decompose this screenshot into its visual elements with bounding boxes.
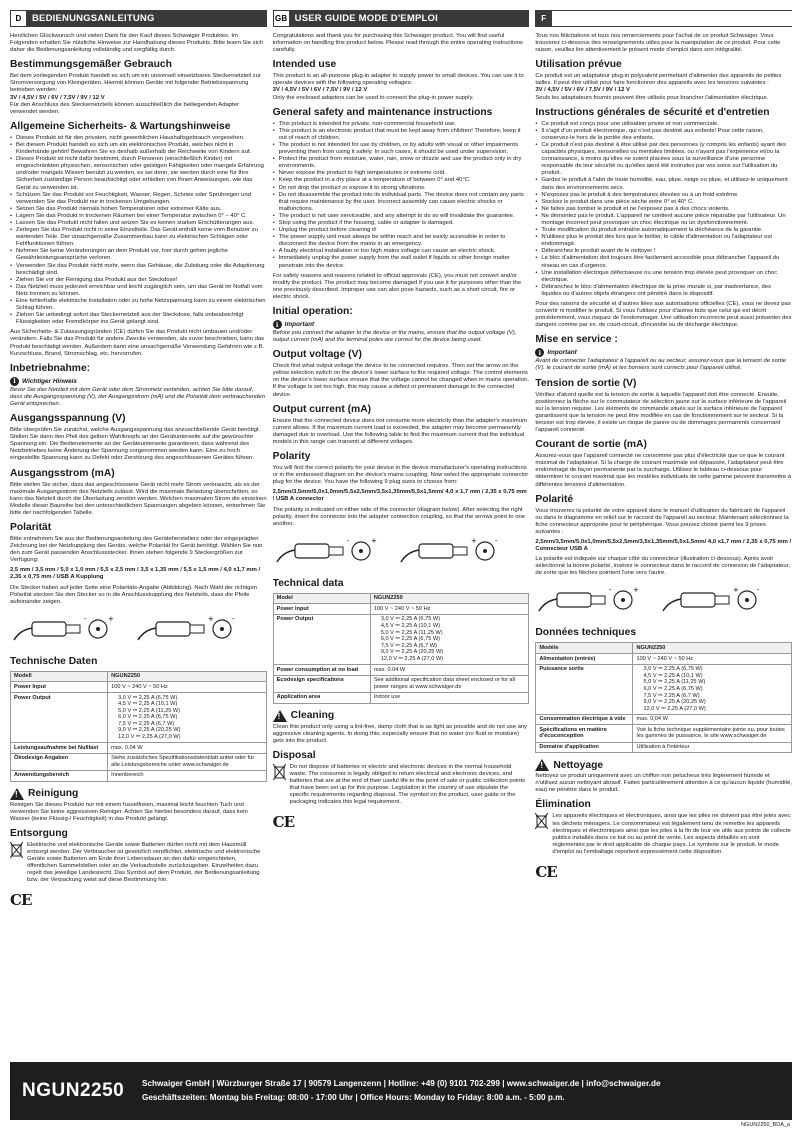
svg-text:-: - bbox=[232, 614, 235, 623]
safety-item: • Débranchez le bloc d'alimentation électrique de la prise murale si, par inadvertance, des liquides ou d'autres objets étrangers ont pénétré dans le dispositif. bbox=[535, 284, 792, 298]
output-line: 7,5 V ⎓ 2,25 A (6,7 W) bbox=[118, 720, 175, 727]
tech-label: Power Input bbox=[273, 604, 370, 615]
polarity-text-fr: Vous trouverez la polarité de votre appareil dans le manuel d'utilisation du fabricant de l'appareil ou dans le diagramme en relief sur le raccord de l'appareil au secteur. Maintenant sélectionnez la fiche connecteur appropriée pour le périphérique. Vous pouvez choisir parmi les 9 prises suivantes : bbox=[535, 507, 789, 535]
ce-mark-icon: CE bbox=[272, 813, 295, 832]
language-badge-fr: F bbox=[535, 10, 552, 27]
heading-dispose-de: Entsorgung bbox=[10, 827, 68, 839]
tech-label: Ökodesign Angaben bbox=[11, 753, 108, 770]
use-p1-de: Bei dem vorliegenden Produkt handelt es sich um ein universell einsetzbares Steckernetzteil zur Stromversorgung von Kleingeräten. Hiermit können Geräte mit folgender Betriebsspannung betrieben werden: bbox=[10, 73, 261, 94]
safety-item: • The power supply unit must always be within reach and be easily accessible in order to disconnect the device from the mains in an emergency. bbox=[273, 234, 530, 248]
output-line: 3,0 V ⎓ 2,25 A (6,75 W) bbox=[643, 666, 703, 673]
tech-row bbox=[273, 593, 529, 604]
safety-item: • Setzen Sie das Produkt niemals hohen Temperaturen oder extremer Kälte aus. bbox=[10, 206, 267, 213]
use-volts-fr: 3V / 4,5V / 5V / 6V / 7,5V / 9V / 12 V bbox=[535, 87, 630, 94]
column-gb bbox=[273, 10, 530, 1043]
svg-text:+: + bbox=[108, 614, 114, 623]
safety-item: • Ziehen Sie vor der Reinigung das Produkt aus der Steckdose! bbox=[10, 277, 267, 284]
output-line: 5,0 V ⎓ 2,25 A (11,25 W) bbox=[118, 707, 181, 714]
use-text-fr bbox=[535, 73, 792, 101]
tech-row bbox=[536, 725, 792, 742]
safety-item: • Lagern Sie das Produkt in trockenen Räumen bei einer Temperatur zwischen 0° – 40° C. bbox=[10, 213, 267, 220]
safety-item: • Eine fehlerhafte elektrische Installation oder zu hohe Netzspannung kann zu einem elektrischen Schlag führen. bbox=[10, 298, 267, 312]
tech-label: Application area bbox=[273, 692, 370, 703]
tech-label: Model bbox=[273, 593, 370, 604]
heading-clean-gb bbox=[273, 710, 530, 722]
tech-value: See additional specification data sheet enclosed or for all power ranges at www.schwaiger.de bbox=[370, 675, 529, 692]
safety-item: • Dieses Produkt ist nicht dafür bestimmt, durch Personen (einschließlich Kinder) mit eingeschränkten physischen, sensorischen oder geistigen Fähigkeiten oder mangels Erfahrung und/oder mangels Wissen benutzt zu werden, es sei denn, sie werden durch eine für Ihre Sicherheit zuständige Person beaufsichtigt oder erhielten von Ihnen Anweisungen, wie das Gerät zu verwenden ist. bbox=[10, 156, 267, 191]
output-line: 5,0 V ⎓ 2,25 A (11,25 W) bbox=[643, 679, 706, 686]
ce-mark-icon: CE bbox=[535, 863, 557, 881]
tech-row bbox=[11, 753, 267, 770]
svg-text:+: + bbox=[370, 536, 377, 545]
tech-row bbox=[273, 614, 529, 664]
safety-item: • Débranchez le produit avant de le nettoyer ! bbox=[535, 248, 792, 255]
heading-tech-de: Technische Daten bbox=[10, 655, 98, 667]
tech-value bbox=[108, 693, 267, 743]
safety-item: • Unplug the product before cleaning it! bbox=[273, 227, 530, 234]
tech-value bbox=[370, 614, 529, 664]
use-p1-fr: Ce produit est un adaptateur plug-in polyvalent permettant d'alimenter des appareils de petites tailles. Il peut être utilisé pour faire fonctionner des appareils avec les tensions suivantes : bbox=[535, 73, 782, 87]
use-text-gb bbox=[273, 73, 530, 101]
tech-row bbox=[11, 743, 267, 754]
heading-voltage-gb: Output voltage (V) bbox=[272, 349, 362, 361]
output-line: 12,0 V ⎓ 2,25 A (27,0 W) bbox=[118, 734, 181, 741]
tech-label: Power consumption at no load bbox=[273, 665, 370, 676]
output-line: 7,5 V ⎓ 2,25 A (6,7 W) bbox=[380, 642, 437, 649]
tech-value bbox=[633, 664, 792, 714]
safety-item: • The product is not user serviceable, and any attempt to do so will invalidate the guarantee. bbox=[273, 213, 530, 220]
voltage-text-de: Bitte überprüfen Sie zunächst, welche Ausgangsspannung das anzuschließende Gerät benötigt. Stellen Sie dann den Pfeil des gelben Wahlknopfs an der Gerätunterseite auf die gewünschte Spannung ein. Die Bedienelemente an der Geräteunterseite garantieren, dass während des Netzbetriebes keine Änderung der Spannung vorgenommen werden kann. Eine zu hoch eingestellte Spannung kann zu Defekt oder Zerstörung des angeschlossenen Gerätes führen. bbox=[10, 427, 261, 462]
tech-row bbox=[536, 664, 792, 714]
safety-list-gb bbox=[273, 121, 530, 270]
tech-table-gb bbox=[273, 593, 530, 704]
heading-clean-text-fr: Nettoyage bbox=[553, 759, 604, 771]
safety-list-fr bbox=[535, 121, 792, 298]
tech-row bbox=[536, 714, 792, 725]
safety-note-de: Aus Sicherheits- & Zulassungsgründen (CE) dürfen Sie das Produkt nicht umbauen und/oder verändern. Falls Sie das Produkt für andere Zwecke verwenden, als zuvor beschrieben, kann das Produkt beschädigt werden. Außerdem kann eine unsachgemäße Verwendung Gefahren wie z.B. Kurzschluss, Brand, Stromschlag, etc. hervorrufen. bbox=[10, 329, 265, 357]
polarity-text2-gb: The polarity is indicated on either side of the connector (diagram below). After selecting the right polarity, insert the connector into the adapter connection coupling, so that the arrows point to one another. bbox=[272, 506, 526, 527]
polarity-text-gb: You will find the correct polarity for your device in the device manufacturer's operating instructions or in the embossed diagram on the device's mains coupling. Now select the appropriate connector plug for the device. You have the following 9 plug sizes to choose from: bbox=[272, 465, 529, 486]
heading-voltage-de: Ausgangsspannung (V) bbox=[10, 413, 126, 425]
safety-item: • Do not drop the product or expose it to strong vibrations. bbox=[273, 185, 530, 192]
section-title-de: BEDIENUNGSANLEITUNG bbox=[32, 13, 155, 24]
intro-de: Herzlichen Glückwunsch und vielen Dank für den Kauf dieses Schwaiger Produktes. Im Folgenden erhalten Sie nützliche Hinweise zur Handhabung dieses Produkts. Bitte lesen Sie sich daher die Bedienungsanleitung vollständig und sorgfältig durch. bbox=[10, 33, 264, 54]
safety-item: • Ne démontez pas le produit. L'appareil ne contient aucune pièce réparable par l'utilisateur. Un montage incorrect peut provoquer un choc électrique ou un dysfonctionnement. bbox=[535, 213, 792, 227]
heading-polarity-fr: Polarité bbox=[535, 493, 574, 505]
hint-title-gb bbox=[273, 320, 530, 329]
tech-label: Anwendungsbereich bbox=[11, 770, 108, 781]
polarity-text-de: Bitte entnehmen Sie aus der Bedienungsanleitung des Geräteherstellers oder der eingeprägten Zeichnung bei der Netzkupplung des Geräts, welche Polarität Ihr Gerät benötigt. Wählen Sie nun den zum Gerät passenden Anschlussstecker. Ihnen stehen folgende 9 Steckergrößen zur Verfügung: bbox=[10, 535, 263, 564]
output-line: 9,0 V ⎓ 2,25 A (20,25 W) bbox=[380, 649, 444, 656]
intro-fr: Tous nos félicitations et tous nos remerciements pour l'achat de ce produit Schwaiger. Vous trouverez ci-dessous des renseignements utiles pour la manipulation de ce produit. Pour cette raison, veuillez lire attentivement le présent mode d'emploi dans son intégralité. bbox=[535, 33, 781, 54]
safety-item: • Das Netzteil muss jederzeit erreichbar und leicht zugänglich sein, um das Gerät im Notfall vom Netz trennen zu können. bbox=[10, 284, 267, 298]
tech-label: Leistungsaufnahme bei Nulllast bbox=[11, 743, 108, 754]
current-text-gb: Ensure that the connected device does not consume more electricity than the adapter's maximum current allows. If the maximum current load is exceeded, the adapter may become permanently damaged due to overload. Use the following table to find the maximum current that the individual models in this range can transmit at different voltages. bbox=[272, 417, 527, 445]
heading-clean-text-de: Reinigung bbox=[28, 788, 79, 800]
safety-item: • Zerlegen Sie das Produkt nicht in seine Einzelteile. Das Gerät enthält keine vom Benutzer zu wartenden Teile. Der unsachgemäße Zusammenbau kann zu elektrischen Schlägen oder Fehlfunktionen führen. bbox=[10, 227, 267, 248]
heading-voltage-fr: Tension de sortie (V) bbox=[535, 377, 637, 389]
safety-item: • Nehmen Sie keine Veränderungen an dem Produkt vor, hier durch gehen jegliche Gewährleistungsansprüche verloren. bbox=[10, 248, 267, 262]
tech-row bbox=[536, 643, 792, 654]
column-fr bbox=[535, 10, 792, 1043]
hint-title-text-gb: Important bbox=[284, 321, 315, 328]
safety-item: • Immediately unplug the power supply from the wall outlet if liquids or other foreign matter penetrate into the device. bbox=[273, 255, 530, 269]
info-icon: i bbox=[273, 320, 282, 329]
safety-item: • Stockez le produit dans une pièce sèche entre 0° et 40° C. bbox=[535, 199, 792, 206]
heading-polarity-de: Polarität bbox=[10, 521, 52, 533]
crossed-bin-icon bbox=[535, 813, 548, 830]
heading-safety-gb: General safety and maintenance instructions bbox=[272, 106, 493, 118]
tech-value: 100 V ~ 240 V ~ 50 Hz bbox=[370, 604, 529, 615]
heading-clean-fr bbox=[535, 759, 792, 771]
polarity-text2-de: Die Stecker haben auf jeder Seite eine Polaritäts-Angabe (Abbildung). Nach Wahl der richtigen Polarität stecken Sie den Stecker so in die Anschlusskupplung des Netzteils, dass die Pfeile aufeinander zeigen. bbox=[10, 584, 258, 605]
tech-value: 100 V ~ 240 V ~ 50 Hz bbox=[108, 682, 267, 693]
polarity-diagrams-fr bbox=[535, 581, 792, 621]
safety-item: • Stop using the product if the housing, cable or adapter is damaged. bbox=[273, 220, 530, 227]
svg-text:-: - bbox=[609, 586, 612, 595]
tech-value: max. 0.04 W bbox=[370, 665, 529, 676]
heading-use-fr: Utilisation prévue bbox=[535, 59, 622, 71]
hint-text-gb: Before you connect the adapter to the device or the mains, ensure that the output voltage (V), output current (mA) and the terminal poles are correct for the device being used. bbox=[272, 330, 517, 344]
polarity-diagram-icon bbox=[134, 610, 252, 650]
safety-item: • Lassen Sie das Produkt nicht fallen und setzen Sie es keinen starken Erschütterungen aus. bbox=[10, 220, 267, 227]
svg-text:+: + bbox=[733, 586, 740, 595]
output-line: 4,5 V ⎓ 2,25 A (10,1 W) bbox=[643, 672, 703, 679]
tech-value: max. 0,04 W bbox=[633, 714, 792, 725]
manual-columns bbox=[10, 10, 792, 1043]
tech-value: Voir la fiche technique supplémentaire jointe ou, pour toutes les gammes de puissance, le site www.schwaiger.de bbox=[633, 725, 792, 742]
heading-tech-fr: Données techniques bbox=[535, 627, 637, 639]
hint-text-fr: Avant de connecter l'adaptateur à l'appareil ou au secteur, assurez-vous que la tension de sortie (V), le courant de sortie (mA) et les borniers sont corrects pour l'appareil utilisé. bbox=[535, 358, 787, 372]
crossed-bin-icon bbox=[10, 842, 23, 859]
tech-row bbox=[11, 682, 267, 693]
tech-row bbox=[273, 675, 529, 692]
tech-value: Utilisation à l'intérieur bbox=[633, 742, 792, 753]
safety-note-fr: Pour des raisons de sécurité et d'autres liées aux autorisations officielles (CE), vous ne devez pas convertir ni modifier le produit. Si vous l'utilisez pour d'autres buts que celui qui est décrit précédemment, vous risquez de l'endommager. Une utilisation incorrecte peut aussi présenter des dangers comme par ex. de court-circuit, d'incendie ou de décharge électrique. bbox=[535, 301, 792, 329]
safety-item: • N'utilisez plus le produit dès lors que le boîtier, le câble d'alimentation ou l'adaptateur est endommagé. bbox=[535, 234, 792, 248]
polarity-sizes-fr: 2,5mm/3,5mm/5,0x1,0mm/5,5x2,5mm/3,5x1,35mm/5,5x1,5mm/ 4,0 x1,7 mm / 2,35 x 0,75 mm / Connecteur USB A bbox=[535, 538, 792, 553]
svg-text:-: - bbox=[757, 586, 760, 595]
tech-label: Modèle bbox=[536, 643, 633, 654]
heading-start-de: Inbetriebnahme: bbox=[10, 362, 91, 374]
polarity-diagrams-gb bbox=[273, 532, 530, 572]
column-de bbox=[10, 10, 267, 1043]
tech-value: Innenbereich bbox=[108, 770, 267, 781]
tech-row bbox=[536, 742, 792, 753]
polarity-diagrams-de bbox=[10, 610, 267, 650]
output-line: 3,0 V ⎓ 2,25 A (6,75 W) bbox=[380, 616, 441, 623]
tech-label: Ecodesign specifications bbox=[273, 675, 370, 692]
tech-label: Puissance sortie bbox=[536, 664, 633, 714]
current-text-fr: Assurez-vous que l'appareil connecté ne consomme pas plus d'électricité que ce que le courant maximal de l'adaptateur. Si la charge de courant maximale est dépassée, l'adaptateur peut être endommagé de façon permanente par la surcharge. Utilisez le tableau ci-dessous pour déterminer le courant maximal que les modèles individuels de cette gamme peuvent transmettre à différentes tensions d'alimentation. bbox=[535, 453, 792, 488]
safety-item: • Protect the product from moisture, water, rain, snow or drizzle and use the product only in dry environments. bbox=[273, 156, 530, 170]
tech-label: Power Input bbox=[11, 682, 108, 693]
use-p1-gb: This product is an all-purpose plug-in adapter to supply power to small devices. You can use it to operate devices with the following operating voltages: bbox=[272, 73, 524, 87]
safety-item: • Ne faites pas tomber le produit et ne l'exposez pas à des chocs violents. bbox=[535, 206, 792, 213]
tech-row bbox=[11, 693, 267, 743]
safety-item: • Il s'agit d'un produit électronique, qui n'est pas destiné aux enfants! Pour cette raison, conservez-le hors de la portée des enfants. bbox=[535, 128, 792, 142]
safety-item: • Keep the product in a dry place at a temperature of between 0° and 40°C. bbox=[273, 177, 530, 184]
tech-row bbox=[11, 770, 267, 781]
safety-item: • Gardez le produit à l'abri de toute humidité, eau, pluie, neige ou pluie, et utilisez-le uniquement dans des environnements secs. bbox=[535, 177, 792, 191]
use-text-de bbox=[10, 73, 267, 116]
safety-item: • Ce produit n'est pas destiné à être utilisé par des personnes (y compris les enfants) ayant des capacités physiques, sensorielles ou mentales limitées, ou n'ayant pas l'expérience et/ou la connaissance, à moins qu'elles ne soient placées sous la surveillance d'une personne responsable de leur sécurité ou qu'elles aient été instruites par vos soins sur l'utilisation du produit. bbox=[535, 142, 792, 177]
tech-table-fr bbox=[535, 642, 792, 753]
clean-text-de: Reinigen Sie dieses Produkt nur mit einem fusselfreien, maximal leicht feuchten Tuch und verwenden Sie keine aggressiven Reiniger. Achten Sie hierbei besonders darauf, dass kein Wasser (keine Flüssig-/ Feuchtigkeit) in das Produkt gelangt. bbox=[10, 801, 248, 822]
hint-text-de: Bevor Sie das Netzteil mit dem Gerät oder dem Stromnetz verbinden, achten Sie bitte darauf, dass die Ausgangsspannung (V), der Ausgangsstrom (mA) und die Polarität dem verbrauchenden Gerät entsprechen. bbox=[10, 386, 265, 407]
document-code: NGUN2250_BDA_a bbox=[741, 1122, 790, 1128]
output-line: 3,0 V ⎓ 2,25 A (6,75 W) bbox=[118, 694, 178, 701]
hint-title-de bbox=[10, 377, 267, 386]
section-header-de bbox=[10, 10, 267, 27]
use-volts-gb: 3V / 4,5V / 5V / 6V / 7,5V / 9V / 12 V bbox=[272, 87, 368, 94]
safety-item: • Schützen Sie das Produkt vor Feuchtigkeit, Wasser, Regen, Schnee oder Sprühregen und verwenden Sie das Produkt nur in trockenen Umgebungen. bbox=[10, 192, 267, 206]
clean-text-fr: Nettoyez ce produit uniquement avec un chiffon non pelucheux très légèrement humide et n'utilisez aucun nettoyant abrasif. Faites particulièrement attention à ce qu'aucun liquide (humidité, eau) ne pénètre dans le produit. bbox=[535, 773, 793, 794]
use-volts-de: 3V / 4,5V / 5V / 6V / 7,5V / 9V / 12 V bbox=[10, 94, 105, 101]
safety-item: • This product is an electronic product that must be kept away from children! Therefore, keep it out of reach of children. bbox=[273, 128, 530, 142]
tech-value: NGUN2250 bbox=[370, 593, 529, 604]
tech-table-de bbox=[10, 671, 267, 782]
heading-start-gb: Initial operation: bbox=[272, 306, 353, 317]
output-line: 7,5 V ⎓ 2,25 A (6,7 W) bbox=[643, 692, 700, 699]
output-line: 9,0 V ⎓ 2,25 A (20,25 W) bbox=[643, 699, 706, 706]
use-p2-gb: Only the enclosed adapters can be used to connect the plug-in power supply. bbox=[272, 94, 474, 101]
safety-item: • Do not disassemble the product into its individual parts. The device does not contain any parts that require maintenance by the user. Incorrect assembly can cause electric shocks or malfunctions. bbox=[273, 192, 530, 213]
heading-tech-gb: Technical data bbox=[272, 577, 344, 589]
tech-row bbox=[273, 665, 529, 676]
tech-label: Power Output bbox=[11, 693, 108, 743]
heading-safety-fr: Instructions générales de sécurité et d'entretien bbox=[535, 106, 770, 118]
output-line: 6,0 V ⎓ 2,25 A (6,75 W) bbox=[643, 685, 703, 692]
svg-text:-: - bbox=[346, 536, 350, 545]
footer-model: NGUN2250 bbox=[22, 1080, 125, 1101]
polarity-sizes-gb: 2,5mm/3,5mm/5,0x1,0mm/5,5x2,5mm/3,5x1,35mm/5,5x1,5mm/ 4,0 x 1,7 mm / 2,35 x 0,75 mm / USB A connector bbox=[272, 489, 527, 503]
crossed-bin-icon bbox=[273, 764, 286, 781]
section-header-gb bbox=[273, 10, 530, 27]
output-line: 12,0 V ⎓ 2,25 A (27,0 W) bbox=[643, 705, 706, 712]
tech-value: NGUN2250 bbox=[633, 643, 792, 654]
heading-dispose-gb: Disposal bbox=[272, 749, 316, 761]
heading-start-fr: Mise en service : bbox=[535, 334, 618, 346]
use-p2-de: Für den Anschluss des Steckernetzteils können ausschließlich die beiliegenden Adapter verwendet werden. bbox=[10, 101, 239, 115]
heading-current-gb: Output current (mA) bbox=[272, 403, 372, 415]
section-title-gb: USER GUIDE MODE D'EMPLOI bbox=[294, 13, 438, 24]
heading-dispose-fr: Élimination bbox=[535, 799, 591, 811]
heading-current-de: Ausgangsstrom (mA) bbox=[10, 467, 115, 479]
output-line: 4,5 V ⎓ 2,25 A (10,1 W) bbox=[380, 623, 441, 630]
output-line: 9,0 V ⎓ 2,25 A (20,25 W) bbox=[118, 727, 181, 734]
polarity-diagram-icon bbox=[535, 581, 653, 621]
safety-item: • Never expose the product to high temperatures or extreme cold. bbox=[273, 170, 530, 177]
svg-text:-: - bbox=[84, 614, 87, 623]
tech-value: max. 0,04 W bbox=[108, 743, 267, 754]
safety-item: • N'exposez pas le produit à des températures élevées ou à un froid extrême. bbox=[535, 192, 792, 199]
tech-label: Consommation électrique à vide bbox=[536, 714, 633, 725]
svg-text:-: - bbox=[494, 536, 498, 545]
info-icon: i bbox=[535, 348, 544, 357]
polarity-text2-fr: La polarité est indiquée sur chaque côté du connecteur (illustration ci-dessous). Après avoir sélectionné la bonne polarité, insérez le connecteur dans le raccord de connexion de l'adaptateur, de sorte que les flèches pointent l'une vers l'autre. bbox=[535, 556, 790, 577]
language-badge-de: D bbox=[10, 10, 27, 27]
footer-hours: Geschäftszeiten: Montag bis Freitag: 08:00 - 17:00 Uhr | Office Hours: Monday to Friday: 8:00 a.m. - 5:00 p.m. bbox=[142, 1093, 565, 1102]
safety-item: • Toute modification du produit entraîne automatiquement la déchéance de la garantie. bbox=[535, 227, 792, 234]
output-line: 6,0 V ⎓ 2,25 A (6,75 W) bbox=[380, 636, 441, 643]
tech-label: Domaine d'application bbox=[536, 742, 633, 753]
voltage-text-fr: Vérifiez d'abord quelle est la tension de sortie à laquelle l'appareil doit être connecté. Ensuite, positionnez la flèche sur le commutateur de sélection jaune sur la surface inférieure de l'appareil sur la tension requise. Les éléments de commande situés sur la surface inférieure de l'appareil garantissent que la tension ne peut être modifiée en cas de fonctionnement sur le secteur. Si la tension est trop élevée, il existe un risque de panne ou de dommages permanents concernant l'appareil connecté. bbox=[535, 391, 787, 434]
safety-item: • Bei diesem Produkt handelt es sich um ein elektronisches Produkt, welches nicht in Kinderhände gehört! Bewahren Sie es deshalb außerhalb der Reichweite von Kindern auf. bbox=[10, 142, 267, 156]
dispose-text-de: Elektrische und elektronische Geräte sowie Batterien dürfen nicht mit dem Hausmüll entsorgt werden. Der Verbraucher ist gesetzlich verpflichtet, elektrische und elektronische Geräte sowie Batterien am Ende ihrer Lebensdauer an den dafür eingerichteten, öffentlichen Sammelstellen oder an die Verkaufsstelle zurückzugeben. Einzelheiten dazu regelt das jeweilige Landesrecht. Das Symbol auf dem Produkt, der Bedienungsanleitung bzw. der Verpackung weist auf diese Bestimmung hin. bbox=[27, 841, 261, 884]
tech-label: Alimentation (entrée) bbox=[536, 654, 633, 665]
heading-current-fr: Courant de sortie (mA) bbox=[535, 439, 647, 451]
heading-clean-text-gb: Cleaning bbox=[290, 710, 335, 721]
tech-value: Indoor use bbox=[370, 692, 529, 703]
section-header-fr bbox=[535, 10, 792, 27]
output-line: 12,0 V ⎓ 2,25 A (27,0 W) bbox=[380, 656, 444, 663]
polarity-sizes-de: 2,5 mm / 3,5 mm / 5,0 x 1,0 mm / 5,5 x 2,5 mm / 3,5 x 1,35 mm / 5,5 x 1,5 mm / 4,0 x1,7 mm / 2,35 x 0,75 mm / USB A Kupplung bbox=[10, 567, 261, 581]
safety-item: • Verwenden Sie das Produkt nicht mehr, wenn das Gehäuse, die Zuleitung oder die Adaptierung beschädigt sind. bbox=[10, 263, 267, 277]
footer-bar bbox=[10, 1062, 792, 1120]
tech-label: Spécifications en matière d'écoconception bbox=[536, 725, 633, 742]
polarity-diagram-icon bbox=[10, 610, 128, 650]
hint-title-text-de: Wichtiger Hinweis bbox=[22, 377, 77, 385]
dispose-text-gb: Do not dispose of batteries or electric and electronic devices in the normal household waste. The consumer is legally obliged to return electrical and electronic devices, and batteries that are at the end of their useful life to the point of sale or public collection points that have been set up for this purpose. Legislation in the country of use stipulate the specific requirements regarding disposal. The symbol on the product, user guide or the packaging indicates this legal requirement. bbox=[289, 763, 526, 806]
language-badge-gb: GB bbox=[273, 10, 290, 27]
safety-item: • Ziehen Sie unbedingt sofort das Steckernetzteil aus der Steckdose, falls unbeabsichtigt Flüssigkeiten oder Fremdkörper ins Gerät gelangt sind. bbox=[10, 312, 267, 326]
tech-value: NGUN2250 bbox=[108, 671, 267, 682]
ce-mark-icon: CE bbox=[10, 891, 32, 910]
safety-item: • Dieses Produkt ist für den privaten, nicht gewerblichen Haushaltsgebrauch vorgesehen. bbox=[10, 135, 267, 142]
output-line: 5,0 V ⎓ 2,25 A (11,25 W) bbox=[380, 629, 443, 636]
safety-item: • Une installation électrique défectueuse ou une tension trop élevée peut provoquer un choc électrique. bbox=[535, 270, 792, 284]
voltage-text-gb: Check first what output voltage the device to be connected requires. Then set the arrow on the yellow selection switch on the device's lower surface to the required voltage. The control elements on the device's lower surface ensure that the voltage cannot be changed when in mains operation. If the voltage is set too high, this may cause a defect or permanent damage to the connected device. bbox=[272, 363, 529, 398]
output-line: 4,5 V ⎓ 2,25 A (10,1 W) bbox=[118, 701, 178, 708]
heading-clean-de bbox=[10, 788, 267, 800]
hint-title-fr bbox=[535, 348, 792, 357]
tech-value: Siehe zusätzliches Spezifikationsdatenblatt anbei oder für alle Leistungsbereiche unter www.schwaiger.de bbox=[108, 753, 267, 770]
warning-icon bbox=[10, 788, 24, 800]
polarity-diagram-icon bbox=[397, 532, 515, 572]
clean-text-gb: Clean this product only using a lint-free, damp cloth that is as light as possible and do not use any aggressive cleaning agents. In doing this, especially ensure that no water (no fluid or moisture) gets into the product. bbox=[272, 723, 528, 744]
footer-info bbox=[142, 1077, 661, 1105]
safety-list-de bbox=[10, 135, 267, 327]
tech-label: Power Output bbox=[273, 614, 370, 664]
tech-row bbox=[273, 604, 529, 615]
heading-use-de: Bestimmungsgemäßer Gebrauch bbox=[10, 59, 172, 71]
svg-text:+: + bbox=[208, 614, 214, 623]
safety-item: • This product is intended for private, non-commercial household use. bbox=[273, 121, 530, 128]
tech-value: 100 V ~ 240 V ~ 50 Hz bbox=[633, 654, 792, 665]
polarity-diagram-icon bbox=[659, 581, 777, 621]
warning-icon bbox=[273, 710, 287, 722]
dispose-block-fr bbox=[535, 813, 792, 859]
dispose-block-gb bbox=[273, 764, 530, 810]
info-icon: i bbox=[10, 377, 19, 386]
svg-text:+: + bbox=[470, 536, 477, 545]
heading-use-gb: Intended use bbox=[272, 59, 337, 71]
tech-row bbox=[536, 654, 792, 665]
safety-item: • Le bloc d'alimentation doit toujours être facilement accessible pour débrancher l'appareil du réseau en cas d'urgence. bbox=[535, 255, 792, 269]
polarity-diagram-icon bbox=[273, 532, 391, 572]
dispose-block-de bbox=[10, 842, 267, 888]
safety-item: • The product is not intended for use by children, or by adults with visual or other impairments preventing them from using it safely. In such cases, it should be used under supervision. bbox=[273, 142, 530, 156]
warning-icon bbox=[535, 759, 549, 771]
dispose-text-fr: Les appareils électriques et électroniques, ainsi que les piles ne doivent pas être jetés avec les déchets ménagers. Le consommateur est légalement tenu de remettre les appareils électriques et électroniques ainsi que les piles à la fin de leur vie utile aux points de collecte publics installés dans ce but ou au point de vente. Les aspects détaillés en sont réglementés par le droit applicable de chaque pays. Le symbole sur le produit, le mode d'emploi ou l'emballage reportent expressément cette disposition. bbox=[552, 813, 791, 855]
safety-item: • A faulty electrical installation or too high mains voltage can cause an electric shock. bbox=[273, 248, 530, 255]
safety-item: • Ce produit est conçu pour une utilisation privée et non commerciale. bbox=[535, 121, 792, 128]
tech-label: Modell bbox=[11, 671, 108, 682]
intro-gb: Congratulations and thank you for purchasing this Schwaiger product. You will find useful information on handling this product below. Please read through the entire operating instructions carefully. bbox=[272, 33, 523, 54]
output-line: 6,0 V ⎓ 2,25 A (6,75 W) bbox=[118, 714, 178, 721]
footer-contact: Schwaiger GmbH | Würzburger Straße 17 | 90579 Langenzenn | Hotline: +49 (0) 9101 702-299 | www.schwaiger.de | info@schwaiger.de bbox=[142, 1079, 661, 1088]
safety-note-gb: For safety reasons and reasons related to official approvals (CE), you must not convert and/or modify the product. The product may become damaged if you use it for purposes other than the one previously described. Improper use can also pose hazards, such as a short circuit, fire or electric shock. bbox=[272, 272, 522, 300]
current-text-de: Bitte stellen Sie sicher, dass das angeschlossene Gerät nicht mehr Strom verbraucht, als es der maximale Ausgangsstrom des Netzteils zulässt. Wird die maximale Belastung überschritten, so kann das Netzteil durch die Überlastung zerstört werden. Welchen maximalen Strom die einzelnen Modelle dieser Baureihe bei den unterschiedlichen Spannungen abgeben können, entnehmen Sie bitte der nachfolgenden Tabelle. bbox=[10, 481, 267, 516]
hint-title-text-fr: Important bbox=[547, 349, 577, 357]
svg-text:+: + bbox=[633, 586, 640, 595]
tech-row bbox=[273, 692, 529, 703]
use-p2-fr: Seuls les adaptateurs fournis peuvent être utilisés pour brancher l'alimentation électrique. bbox=[535, 94, 769, 101]
heading-safety-de: Allgemeine Sicherheits- & Wartungshinweise bbox=[10, 120, 231, 132]
tech-row bbox=[11, 671, 267, 682]
heading-polarity-gb: Polarity bbox=[272, 451, 311, 463]
